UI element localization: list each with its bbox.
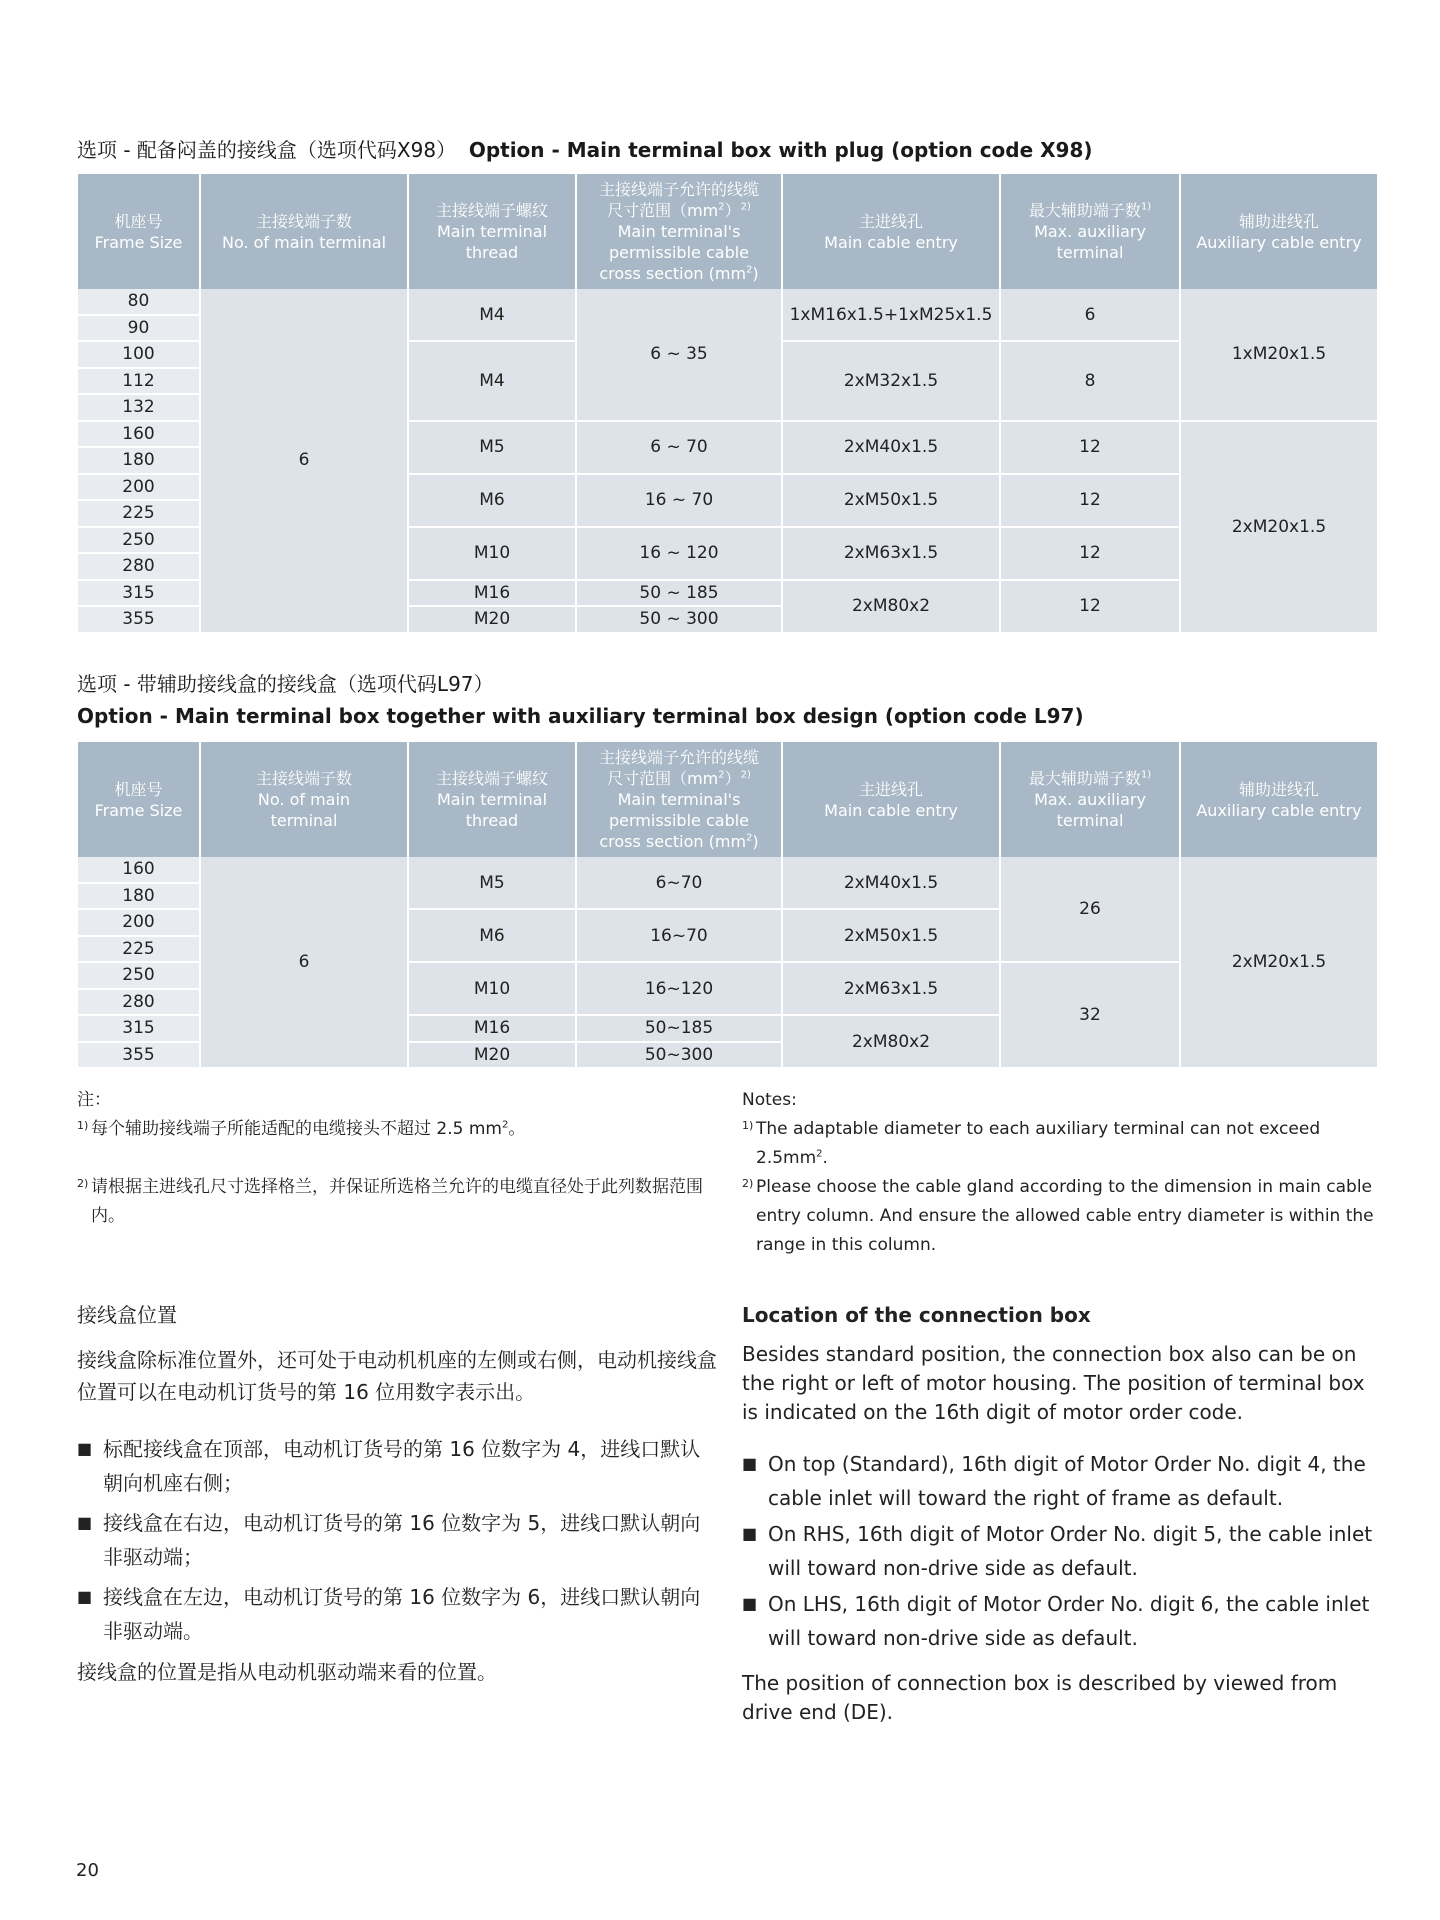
col-aux-cable-entry: 辅助进线孔 Auxiliary cable entry: [1181, 742, 1377, 857]
table-cell: 6~70: [577, 857, 781, 910]
table-cell: M5: [409, 422, 575, 475]
location-cn-intro: 接线盒除标准位置外，还可处于电动机机座的左侧或右侧，电动机接线盒位置可以在电动机订货号的第 16 位用数字表示出。: [77, 1348, 717, 1404]
note-cn-1: 1) 每个辅助接线端子所能适配的电缆接头不超过 2.5 $mm^2$。: [77, 1119, 526, 1139]
col-main-cable-entry: 主进线孔 Main cable entry: [783, 174, 999, 289]
col-frame-size: 机座号 Frame Size: [78, 742, 199, 857]
notes-en-title: Notes:: [742, 1090, 797, 1110]
table-cell: 112: [78, 369, 199, 396]
table-cell: 2xM80x2: [783, 581, 999, 634]
table-cell: 180: [78, 448, 199, 475]
table-cell: 2xM80x2: [783, 1016, 999, 1069]
table-cell: 6: [201, 289, 407, 634]
table-cell: 250: [78, 528, 199, 555]
table-cell: M16: [409, 1016, 575, 1043]
table-cell: 280: [78, 990, 199, 1017]
list-item: ■ On top (Standard), 16th digit of Motor Order No. digit 4, the cable inlet will toward the right of frame as default.: [742, 1452, 1366, 1510]
table-cell: 6: [201, 857, 407, 1069]
table-cell: M5: [409, 857, 575, 910]
table-cell: 12: [1001, 422, 1179, 475]
table-cell: 50 ~ 300: [577, 607, 781, 634]
list-item: ■ 接线盒在右边，电动机订货号的第 16 位数字为 5，进线口默认朝向非驱动端；: [77, 1511, 701, 1569]
col-thread: 主接线端子螺纹 Main terminal thread: [409, 742, 575, 857]
table1-heading-cn: 选项 - 配备闷盖的接线盒（选项代码X98）: [77, 138, 457, 162]
table-cell: 2xM20x1.5: [1181, 857, 1377, 1069]
location-en-intro: Besides standard position, the connection box also can be on the right or left of motor housing. The position of terminal box is indicated on the 16th digit of motor order code.: [742, 1342, 1365, 1424]
table-cell: 200: [78, 910, 199, 937]
table-cell: 16 ~ 120: [577, 528, 781, 581]
table-cell: 160: [78, 422, 199, 449]
table1-heading: [77, 136, 1093, 164]
table-cell: 2xM40x1.5: [783, 857, 999, 910]
table1-heading-en: Option - Main terminal box with plug (option code X98): [468, 138, 1093, 162]
table-cell: 315: [78, 1016, 199, 1043]
table-cell: M6: [409, 475, 575, 528]
col-cross-section: 主接线端子允许的线缆 尺寸范围$(mm^2)^{2)}$ Main terminal's permissible cable cross section $(mm^2)$: [577, 742, 781, 857]
table2-heading-en: Option - Main terminal box together with auxiliary terminal box design (option code L97): [77, 704, 1084, 728]
list-item: ■ 接线盒在左边，电动机订货号的第 16 位数字为 6，进线口默认朝向非驱动端。: [77, 1585, 701, 1643]
table-cell: 225: [78, 501, 199, 528]
table-cell: 16~120: [577, 963, 781, 1016]
col-cross-section: 主接线端子允许的线缆 尺寸范围$(mm^2)^{2)}$ Main terminal's permissible cable cross section $(mm^2)$: [577, 174, 781, 289]
table-cell: 2xM20x1.5: [1181, 422, 1377, 634]
table-cell: M20: [409, 607, 575, 634]
location-cn: [77, 1300, 717, 1688]
notes-cn: [77, 1086, 717, 1231]
list-item: ■ On LHS, 16th digit of Motor Order No. digit 6, the cable inlet will toward non-drive side as default.: [742, 1592, 1370, 1650]
notes-cn-title: 注：: [77, 1090, 111, 1110]
table-cell: 355: [78, 607, 199, 634]
table-cell: 100: [78, 342, 199, 369]
table-cell: 2xM40x1.5: [783, 422, 999, 475]
col-main-terminals: 主接线端子数 No. of main terminal: [201, 174, 407, 289]
col-aux-cable-entry: 辅助进线孔 Auxiliary cable entry: [1181, 174, 1377, 289]
location-en-title: Location of the connection box: [742, 1303, 1091, 1327]
table-cell: 250: [78, 963, 199, 990]
table-cell: M10: [409, 528, 575, 581]
table-cell: 12: [1001, 581, 1179, 634]
list-item: ■ 标配接线盒在顶部，电动机订货号的第 16 位数字为 4，进线口默认朝向机座右侧；: [77, 1437, 701, 1495]
table-cell: 6: [1001, 289, 1179, 342]
table-cell: 6 ~ 35: [577, 289, 781, 422]
table-cell: 16 ~ 70: [577, 475, 781, 528]
table2-heading-cn: 选项 - 带辅助接线盒的接线盒（选项代码L97）: [77, 672, 494, 696]
table-cell: M4: [409, 342, 575, 422]
table-cell: 6 ~ 70: [577, 422, 781, 475]
col-frame-size: 机座号 Frame Size: [78, 174, 199, 289]
table-cell: 2xM50x1.5: [783, 475, 999, 528]
location-cn-outro: 接线盒的位置是指从电动机驱动端来看的位置。: [77, 1660, 497, 1684]
location-en-outro: The position of connection box is described by viewed from drive end (DE).: [742, 1671, 1338, 1724]
table-cell: 1xM20x1.5: [1181, 289, 1377, 422]
col-max-aux-terminal: 最大辅助端子数$^{1)}$ Max. auxiliary terminal: [1001, 174, 1179, 289]
table-cell: 26: [1001, 857, 1179, 963]
table-cell: 8: [1001, 342, 1179, 422]
table-cell: 50 ~ 185: [577, 581, 781, 608]
table-cell: M16: [409, 581, 575, 608]
notes-en: [742, 1086, 1382, 1260]
table-cell: 32: [1001, 963, 1179, 1069]
table-cell: 50~300: [577, 1043, 781, 1070]
table-cell: 12: [1001, 528, 1179, 581]
col-thread: 主接线端子螺纹 Main terminal thread: [409, 174, 575, 289]
page-number: 20: [76, 1860, 99, 1881]
table-cell: 132: [78, 395, 199, 422]
note-cn-2: 2) 请根据主进线孔尺寸选择格兰，并保证所选格兰允许的电缆直径处于此列数据范围内。: [77, 1177, 703, 1226]
note-en-1: 1) The adaptable diameter to each auxiliary terminal can not exceed $2.5mm^2$.: [742, 1119, 1321, 1168]
col-max-aux-terminal: 最大辅助端子数$^{1)}$ Max. auxiliary terminal: [1001, 742, 1179, 857]
table1: [76, 174, 1379, 634]
table-cell: 280: [78, 554, 199, 581]
table-cell: 50~185: [577, 1016, 781, 1043]
table-cell: 1xM16x1.5+1xM25x1.5: [783, 289, 999, 342]
location-en-list: [742, 1447, 1384, 1655]
col-main-terminals: 主接线端子数 No. of main terminal: [201, 742, 407, 857]
table-cell: 225: [78, 937, 199, 964]
table-cell: M4: [409, 289, 575, 342]
table-cell: 160: [78, 857, 199, 884]
table-cell: 2xM63x1.5: [783, 963, 999, 1016]
table-cell: 12: [1001, 475, 1179, 528]
table-cell: 80: [78, 289, 199, 316]
table-cell: 200: [78, 475, 199, 502]
table-cell: M10: [409, 963, 575, 1016]
table-cell: 2xM50x1.5: [783, 910, 999, 963]
note-en-2: 2) Please choose the cable gland according to the dimension in main cable entry column. And ensure the allowed cable entry diameter is within the range in this column.: [742, 1177, 1374, 1255]
table-cell: 355: [78, 1043, 199, 1070]
table-cell: 90: [78, 316, 199, 343]
table-cell: M6: [409, 910, 575, 963]
location-en: [742, 1300, 1384, 1727]
col-main-cable-entry: 主进线孔 Main cable entry: [783, 742, 999, 857]
table-cell: 2xM63x1.5: [783, 528, 999, 581]
table-cell: 2xM32x1.5: [783, 342, 999, 422]
location-cn-list: [77, 1432, 717, 1648]
table-cell: M20: [409, 1043, 575, 1070]
table-cell: 180: [78, 884, 199, 911]
list-item: ■ On RHS, 16th digit of Motor Order No. digit 5, the cable inlet will toward non-drive side as default.: [742, 1522, 1373, 1580]
location-cn-title: 接线盒位置: [77, 1303, 177, 1327]
table-cell: 315: [78, 581, 199, 608]
table2: [76, 742, 1379, 1069]
table-cell: 16~70: [577, 910, 781, 963]
